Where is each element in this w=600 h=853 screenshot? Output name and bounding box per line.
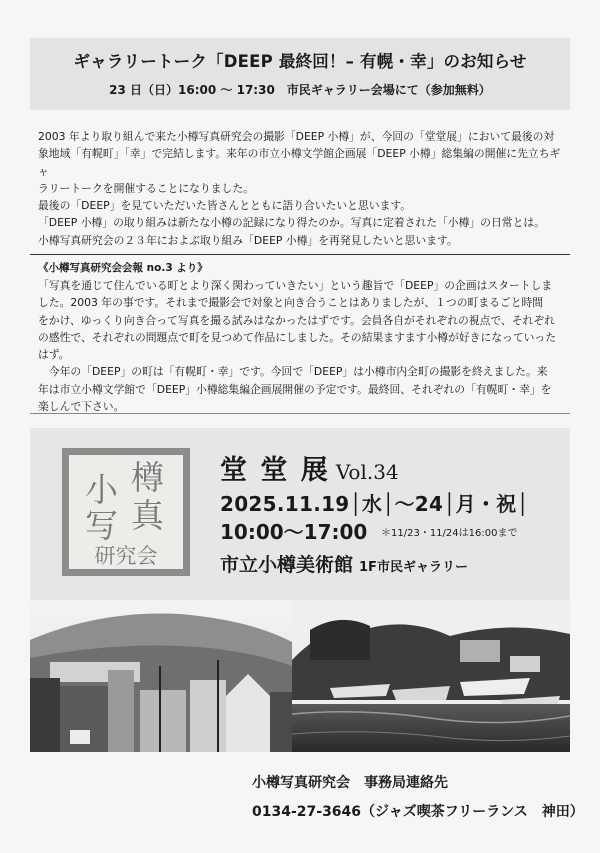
exhibition-date: 2025.11.19│水│～24│月・祝│: [220, 492, 529, 516]
newsletter-line: をかけ、ゆっくり向き合って写真を撮る試みはなかったはずです。会員各自がそれぞれの視点で、それぞれ: [38, 313, 555, 327]
intro-text: [38, 128, 566, 249]
announcement-title: ギャラリートーク「DEEP 最終回！– 有幌・幸」のお知らせ: [73, 52, 527, 71]
club-logo: [62, 448, 190, 576]
venue-floor: 1F市民ギャラリー: [359, 560, 468, 575]
exhibition-banner: [30, 428, 570, 600]
intro-line: 「DEEP 小樽」の取り組みは新たな小樽の記録になり得たのか。写真に定着された「小樽」の日常とは。: [38, 216, 545, 230]
newsletter-excerpt: [30, 254, 570, 414]
newsletter-body: [38, 277, 562, 415]
logo-char: 真: [131, 496, 164, 535]
contact-name: 小樽写真研究会 事務局連絡先: [252, 775, 448, 791]
exhibition-vol: Vol.34: [335, 460, 399, 484]
intro-line: 2003 年より取り組んで来た小樽写真研究会の撮影「DEEP 小樽」が、今回の「堂堂展」において最後の対: [38, 130, 555, 143]
intro-line: 最後の「DEEP」を見ていただいた皆さんとともに語り合いたいと思います。: [38, 199, 412, 213]
venue-name: 市立小樽美術館: [220, 554, 354, 576]
newsletter-line: 楽しんで下さい。: [38, 400, 125, 414]
newsletter-line: はず。: [38, 348, 70, 362]
intro-line: 象地域「有幌町」「幸」で完結します。来年の市立小樽文学館企画展「DEEP 小樽」総集編の開催に先立ちギャ: [38, 147, 561, 178]
logo-char: 写: [85, 506, 118, 545]
logo-bottom-text: 研究会: [94, 544, 158, 568]
newsletter-line: の感性で、それぞれの問題点で町を見つめて作品にしました。その結果ますます小樽が好きになっていった: [38, 330, 557, 344]
logo-char: 小: [85, 470, 118, 509]
intro-line: ラリートークを開催することになりました。: [38, 181, 254, 195]
newsletter-heading: 《小樽写真研究会会報 no.3 より》: [38, 262, 208, 274]
newsletter-line: した。2003 年の事です。それまで撮影会で対象と向き合うことはありましたが、１つの町まるごと時間: [38, 296, 544, 310]
contact-phone: 0134-27-3646（ジャズ喫茶フリーランス 神田）: [252, 804, 584, 820]
newsletter-line: 「写真を通じて住んでいる町とより深く関わっていきたい」という趣旨で「DEEP」の企画はスタートしま: [38, 279, 553, 292]
town-photo: [30, 600, 570, 752]
logo-char: 樽: [131, 458, 164, 497]
announcement-subtitle: 23 日（日）16:00 ～ 17:30 市民ギャラリー会場にて（参加無料）: [109, 83, 491, 97]
newsletter-line: 年は市立小樽文学館で「DEEP」小樽総集編企画展開催の予定です。最終回、それぞれの「有幌町・幸」を: [38, 382, 552, 396]
town-photo-image: [30, 600, 570, 752]
exhibition-title: [220, 448, 399, 487]
exhibition-time: 10:00～17:00: [220, 520, 368, 544]
exhibition-name: 堂 堂 展: [220, 455, 330, 486]
intro-line: 小樽写真研究会の２３年におよぶ取り組み「DEEP 小樽」を再発見したいと思います。: [38, 233, 458, 247]
exhibition-time-note: ＊11/23・11/24は16:00まで: [381, 528, 518, 539]
exhibition-venue: [220, 550, 468, 577]
announcement-header: [30, 38, 570, 110]
newsletter-line: 今年の「DEEP」の町は「有幌町・幸」です。今回で「DEEP」は小樽市内全町の撮影を終えました。来: [38, 365, 548, 379]
